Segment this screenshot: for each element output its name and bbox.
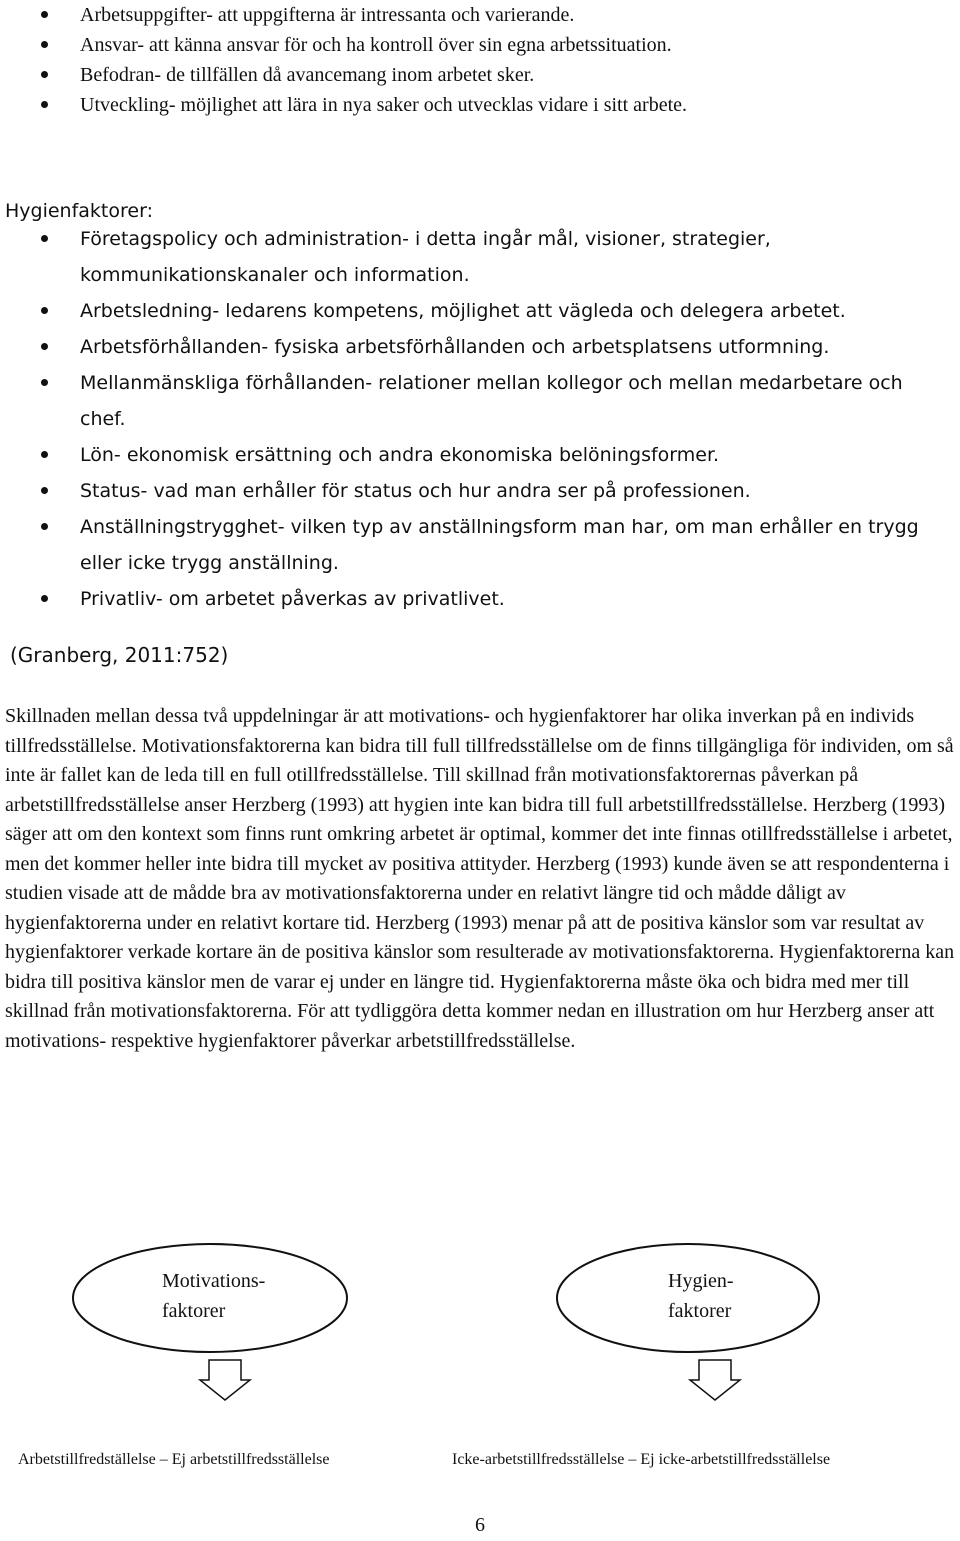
list-item: Arbetsuppgifter- att uppgifterna är intressanta och varierande. [0, 0, 960, 30]
motivation-label-line2: faktorer [162, 1300, 226, 1322]
arrow-down-icon [690, 1360, 740, 1400]
hygiene-label-line2: faktorer [668, 1300, 732, 1322]
motivation-factor-list [0, 0, 960, 120]
list-item: Mellanmänskliga förhållanden- relationer mellan kollegor och mellan medarbetare och chef. [0, 365, 960, 437]
motivation-caption: Arbetstillfredställelse – Ej arbetstillfredsställelse [18, 1451, 330, 1468]
citation: (Granberg, 2011:752) [10, 643, 229, 667]
hygiene-heading: Hygienfaktorer: [5, 200, 153, 222]
list-item: Ansvar- att känna ansvar för och ha kontroll över sin egna arbetssituation. [0, 30, 960, 60]
herzberg-diagram [0, 1240, 960, 1410]
list-item: Arbetsledning- ledarens kompetens, möjlighet att vägleda och delegera arbetet. [0, 293, 960, 329]
list-item: Lön- ekonomisk ersättning och andra ekonomiska belöningsformer. [0, 437, 960, 473]
list-item: Utveckling- möjlighet att lära in nya saker och utvecklas vidare i sitt arbete. [0, 90, 960, 120]
motivation-label-line1: Motivations- [162, 1270, 266, 1292]
hygiene-label [668, 1266, 734, 1326]
hygiene-factor-list [0, 221, 960, 617]
list-item: Arbetsförhållanden- fysiska arbetsförhållanden och arbetsplatsens utformning. [0, 329, 960, 365]
list-item: Anställningstrygghet- vilken typ av anställningsform man har, om man erhåller en trygg eller icke trygg anställning. [0, 509, 960, 581]
list-item: Företagspolicy och administration- i detta ingår mål, visioner, strategier, kommunikationskanaler och information. [0, 221, 960, 293]
motivation-label [162, 1266, 265, 1326]
list-item: Privatliv- om arbetet påverkas av privatlivet. [0, 581, 960, 617]
page-number: 6 [475, 1514, 485, 1536]
arrow-down-icon [200, 1360, 250, 1400]
hygiene-caption: Icke-arbetstillfredsställelse – Ej icke-arbetstillfredsställelse [452, 1451, 831, 1468]
list-item: Status- vad man erhåller för status och hur andra ser på professionen. [0, 473, 960, 509]
hygiene-label-line1: Hygien- [668, 1270, 734, 1292]
body-paragraph: Skillnaden mellan dessa två uppdelningar är att motivations- och hygienfaktorer har olika inverkan på en individs tillfredsställelse. Motivationsfaktorerna kan bidra till full tillfredsställelse om de finns tillgängliga för individen, om så inte är fallet kan de leda till en full otillfredsställelse. Till skillnad från motivationsfaktorernas påverkan på arbetstillfredsställelse anser Herzberg (1993) att hygien inte kan bidra till full arbetstillfredsställelse. Herzberg (1993) säger att om den kontext som finns runt omkring arbetet är optimal, kommer det inte finnas otillfredsställelse i arbetet, men det kommer heller inte bidra till mycket av positiva attityder. Herzberg (1993) kunde även se att respondenterna i studien visade att de mådde bra av motivationsfaktorerna under en relativt längre tid och mådde dåligt av hygienfaktorerna under en relativt kortare tid. Herzberg (1993) menar på att de positiva känslor som var resultat av hygienfaktorer verkade kortare än de positiva känslor som resulterade av motivationsfaktorerna. Hygienfaktorerna kan bidra till positiva känslor men de varar ej under en längre tid. Hygienfaktorerna måste öka och bidra med mer till skillnad från motivationsfaktorerna. För att tydliggöra detta kommer nedan en illustration om hur Herzberg anser att motivations- respektive hygienfaktorer påverkar arbetstillfredsställelse. [5, 705, 955, 1052]
list-item: Befodran- de tillfällen då avancemang inom arbetet sker. [0, 60, 960, 90]
